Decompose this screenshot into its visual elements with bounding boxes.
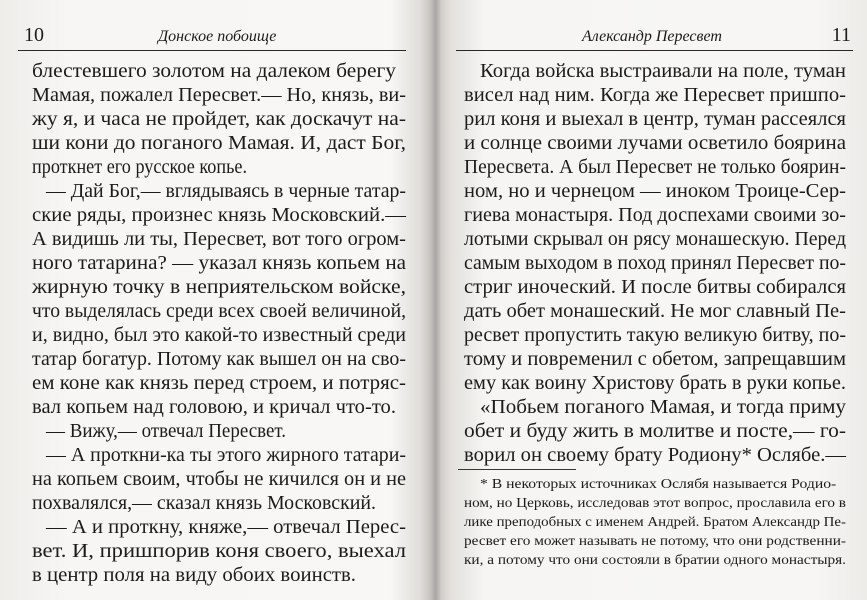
text-line: ресвет пропустить такую великую битву, по-: [464, 324, 846, 346]
text-line: ши кони до поганого Мамая. И, даст Бог,: [32, 132, 406, 154]
text-line: блестевшего золотом на далеком берегу: [32, 60, 396, 82]
text-line: тому и повременил с обетом, запрещавшим: [464, 348, 846, 370]
text-line: проткнет его русское копье.: [32, 156, 247, 178]
text-line: ного татарина? — указал князь копьем на: [32, 252, 406, 274]
text-line: в центр поля на виду обоих воинств.: [32, 564, 356, 586]
text-line: что выделялась среди всех своей величиной,: [32, 300, 406, 322]
text-line: — А и проткну, княже,— отвечал Перес-: [46, 516, 406, 538]
text-line: — Дай Бог,— вглядываясь в черные татар-: [46, 180, 406, 202]
right-running-title: Александр Пересвет: [582, 28, 722, 45]
text-line: А видишь ли ты, Пересвет, вот того огром-: [32, 228, 406, 250]
right-page: [442, 0, 867, 600]
text-line: висел над ним. Когда же Пересвет пришпо-: [464, 84, 846, 106]
right-page-header: [456, 20, 853, 51]
text-line: гиева монастыря. Под доспехами своими зо-: [464, 204, 846, 226]
text-line: вет. И, пришпорив коня своего, выехал: [32, 540, 406, 562]
text-line: дать обет монашеский. Не мог славный Пе-: [464, 300, 846, 322]
text-line: на копьем своим, чтобы не кичился он и не: [32, 468, 406, 490]
footnote-line: ки, а потому что они состояли в братии одного монастыря.: [464, 553, 846, 568]
text-line: рил коня и выехал в центр, туман рассеялся: [464, 108, 846, 130]
text-line: — Вижу,— отвечал Пересвет.: [46, 420, 286, 442]
text-line: жирную точку в неприятельском войске,: [32, 276, 406, 298]
left-page: [0, 0, 428, 600]
text-line: ворил он своему брату Родиону* Ослябе.—: [464, 444, 846, 466]
text-line: ему как воину Христову брать в руки копье.: [464, 372, 846, 394]
left-running-title: Донское побоище: [158, 28, 277, 45]
footnote-line: лике преподобных с именем Андрей. Братом Александр Пе-: [464, 515, 846, 530]
text-line: — А проткни-ка ты этого жирного татари-: [46, 444, 406, 466]
right-page-number: 11: [831, 24, 851, 46]
text-line: «Побьем поганого Мамая, и тогда приму: [480, 396, 846, 418]
text-line: Когда войска выстраивали на поле, туман: [480, 60, 846, 82]
left-page-header: [18, 20, 406, 51]
text-line: ном, но и чернецом — иноком Троице-Сер-: [464, 180, 846, 202]
left-page-number: 10: [24, 24, 44, 46]
text-line: лотыми скрывал он рясу монашескую. Перед: [464, 228, 846, 250]
text-line: стриг иноческий. И после битвы собирался: [464, 276, 846, 298]
text-line: похвалялся,— сказал князь Московский.: [32, 492, 376, 514]
footnote-divider: [458, 469, 576, 470]
text-line: обет и буду жить в молитве и посте,— го-: [464, 420, 846, 442]
text-line: и, видно, был это какой-то известный среди: [32, 324, 406, 346]
text-line: жу я, и часа не пройдет, как доскачут на-: [32, 108, 406, 130]
text-line: Мамая, пожалел Пересвет.— Но, князь, ви-: [32, 84, 406, 106]
footnote-line: ресвет его может называть не потому, что они родственни-: [464, 534, 846, 549]
text-line: Пересвета. А был Пересвет не только боярин-: [464, 156, 846, 178]
footnote-line: ном, но Церковь, исследовав этот вопрос, прославила его в: [464, 496, 846, 511]
text-line: ские ряды, произнес князь Московский.—: [32, 204, 406, 226]
text-line: ем коне как князь перед строем, и потряс-: [32, 372, 407, 394]
text-line: вал копьем над головою, и кричал что-то.: [32, 396, 396, 418]
text-line: и солнце своими лучами осветило боярина: [464, 132, 846, 154]
text-line: самым выходом в поход принял Пересвет по-: [464, 252, 846, 274]
footnote-line: * В некоторых источниках Ослябя называется Родио-: [480, 477, 837, 492]
text-line: татар богатур. Потому как вышел он на сво-: [32, 348, 406, 370]
